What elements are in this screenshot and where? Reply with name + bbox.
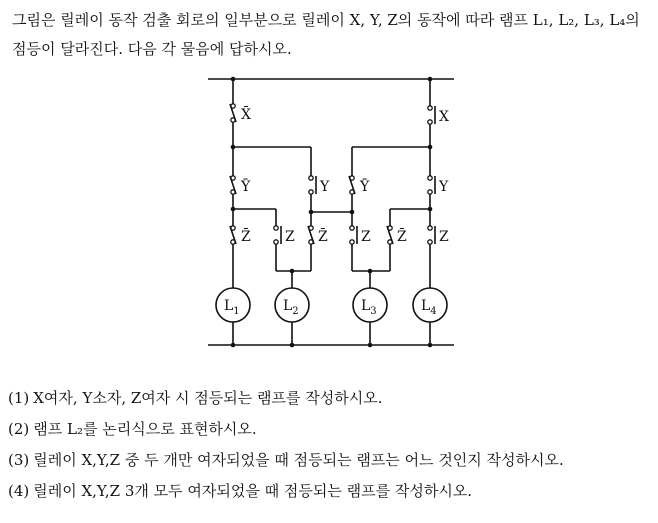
label-y-b-right: Ȳ bbox=[360, 179, 370, 195]
contact-y-a-left bbox=[309, 176, 316, 194]
question-number: (3) bbox=[8, 451, 30, 469]
lamp-l1-label: $L_1$ bbox=[224, 298, 240, 317]
label-z-b-3: Z̄ bbox=[397, 229, 407, 245]
label-z-b-2: Z̄ bbox=[318, 229, 328, 245]
question-4 bbox=[8, 476, 564, 507]
question-number: (4) bbox=[8, 482, 30, 500]
question-1 bbox=[8, 383, 564, 414]
contact-x-b bbox=[230, 104, 236, 122]
label-z-a-2: Z bbox=[361, 229, 371, 245]
question-list bbox=[8, 383, 564, 507]
label-z-a-3: Z bbox=[439, 229, 449, 245]
label-y-a-left: Y bbox=[320, 179, 330, 195]
contact-y-a-right bbox=[428, 176, 435, 194]
label-z-b-1: Z̄ bbox=[241, 229, 251, 245]
question-number: (2) bbox=[8, 420, 30, 438]
problem-intro: 그림은 릴레이 동작 검출 회로의 일부분으로 릴레이 X, Y, Z의 동작에 따라 램프 L₁, L₂, L₃, L₄의 점등이 달라진다. 다음 각 물음에 답하시오. bbox=[12, 11, 640, 58]
label-x-b: X̄ bbox=[241, 107, 251, 123]
contact-z-a-1 bbox=[274, 226, 281, 244]
question-text: 램프 L₂를 논리식으로 표현하시오. bbox=[33, 420, 257, 438]
contact-x-a bbox=[428, 106, 435, 124]
question-3 bbox=[8, 445, 564, 476]
contact-z-a-2 bbox=[350, 226, 357, 244]
lamp-l4-label: $L_4$ bbox=[421, 298, 437, 317]
question-text: 릴레이 X,Y,Z 중 두 개만 여자되었을 때 점등되는 램프는 어느 것인지 작성하시오. bbox=[33, 451, 564, 469]
question-number: (1) bbox=[8, 389, 30, 407]
question-2 bbox=[8, 414, 564, 445]
lamp-l2-label: $L_2$ bbox=[283, 298, 299, 317]
contact-y-b-right bbox=[349, 176, 355, 194]
question-text: 릴레이 X,Y,Z 3개 모두 여자되었을 때 점등되는 램프를 작성하시오. bbox=[33, 482, 473, 500]
contact-z-b-2 bbox=[308, 226, 314, 244]
contact-y-b-left bbox=[230, 176, 236, 194]
contact-z-a-3 bbox=[428, 226, 435, 244]
label-y-b-left: Ȳ bbox=[241, 179, 251, 195]
label-z-a-1: Z bbox=[285, 229, 295, 245]
label-x-a: X bbox=[439, 109, 449, 125]
contact-z-b-1 bbox=[230, 226, 236, 244]
label-y-a-right: Y bbox=[439, 179, 449, 195]
question-text: X여자, Y소자, Z여자 시 점등되는 램프를 작성하시오. bbox=[33, 389, 383, 407]
contact-z-b-3 bbox=[387, 226, 393, 244]
lamp-l3-label: $L_3$ bbox=[361, 298, 377, 317]
